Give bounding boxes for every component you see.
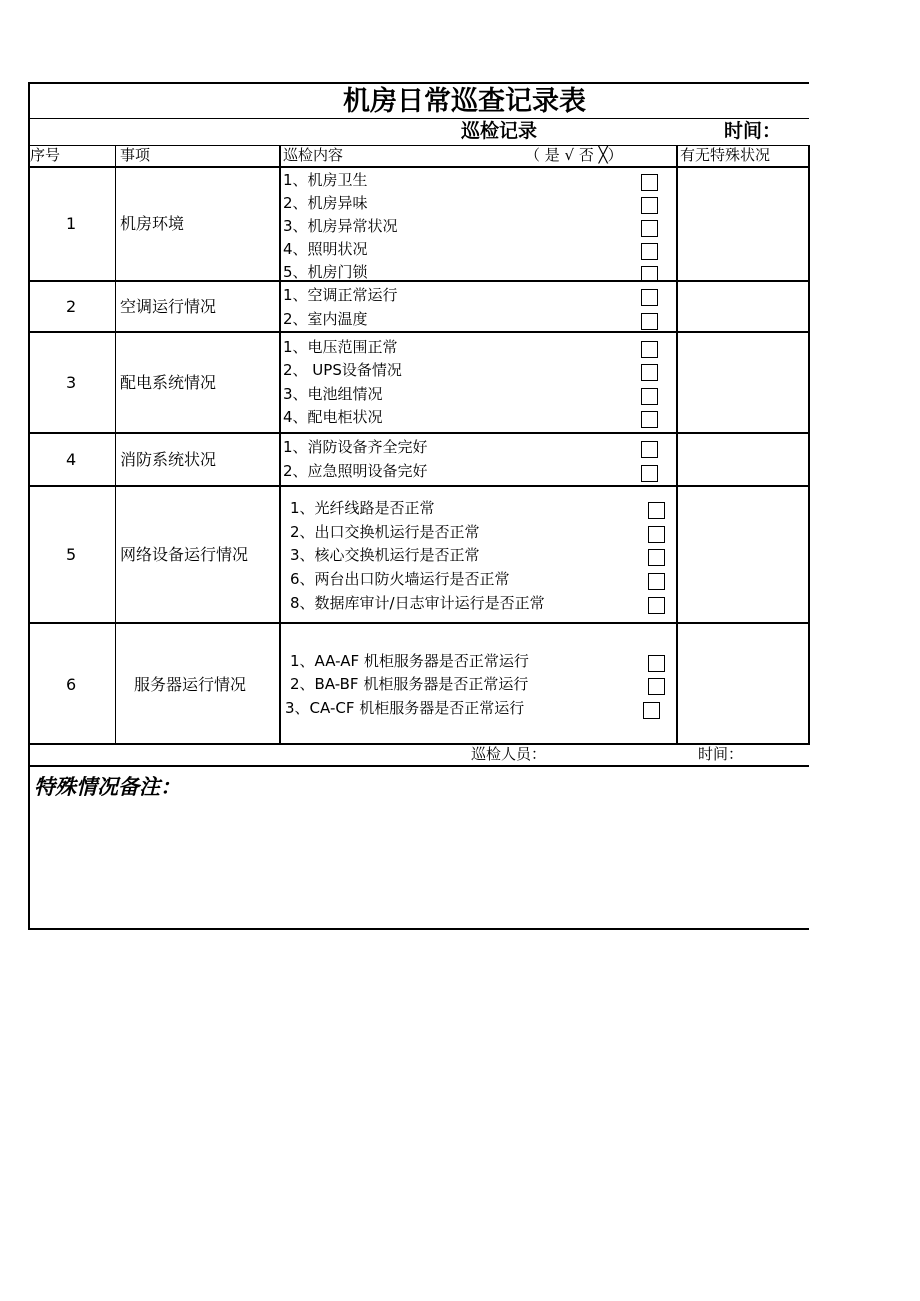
footer-time-label: 时间： — [698, 745, 744, 763]
check-item: 1、AA-AF 机柜服务器是否正常运行 — [290, 652, 529, 670]
check-item: 3、机房异常状况 — [283, 217, 398, 235]
checkbox[interactable] — [648, 678, 665, 695]
row-name: 网络设备运行情况 — [120, 545, 249, 564]
check-item: 2、BA-BF 机柜服务器是否正常运行 — [290, 675, 529, 693]
check-item: 2、 UPS设备情况 — [283, 361, 402, 379]
row-no: 5 — [66, 545, 77, 564]
checkbox[interactable] — [641, 341, 658, 358]
row-no: 1 — [66, 214, 77, 233]
col-header-no: 序号 — [30, 146, 61, 164]
row-divider-6 — [28, 743, 809, 745]
check-item: 1、消防设备齐全完好 — [283, 438, 428, 456]
checkbox[interactable] — [641, 266, 658, 280]
row-divider-2 — [28, 331, 809, 333]
check-item: 4、照明状况 — [283, 240, 368, 258]
row-divider-4 — [28, 485, 809, 487]
checkbox[interactable] — [641, 441, 658, 458]
row-name: 配电系统情况 — [120, 373, 217, 392]
check-item: 3、电池组情况 — [283, 385, 383, 403]
checkbox[interactable] — [641, 411, 658, 428]
checkbox[interactable] — [648, 573, 665, 590]
checkbox[interactable] — [641, 243, 658, 260]
page-title: 机房日常巡查记录表 — [343, 86, 586, 117]
checkbox[interactable] — [648, 655, 665, 672]
checkbox[interactable] — [641, 388, 658, 405]
row-no: 6 — [66, 675, 77, 694]
row-no: 2 — [66, 297, 77, 316]
checkbox[interactable] — [648, 502, 665, 519]
footer-divider — [28, 765, 809, 767]
checkbox[interactable] — [641, 220, 658, 237]
check-item: 3、CA-CF 机柜服务器是否正常运行 — [285, 699, 525, 717]
check-item: 5、机房门锁 — [283, 263, 368, 280]
check-item: 1、电压范围正常 — [283, 338, 398, 356]
header-divider — [28, 166, 809, 168]
col-divider-3 — [676, 145, 678, 745]
row-name: 空调运行情况 — [120, 297, 217, 316]
checkbox[interactable] — [643, 702, 660, 719]
check-item: 1、光纤线路是否正常 — [290, 499, 435, 517]
remark-label: 特殊情况备注： — [34, 774, 181, 799]
check-item: 8、数据库审计/日志审计运行是否正常 — [290, 594, 545, 612]
row-no: 3 — [66, 373, 77, 392]
check-item: 2、室内温度 — [283, 310, 368, 328]
col-header-special: 有无特殊状况 — [680, 146, 771, 164]
col-divider-1 — [115, 145, 116, 745]
row-name: 消防系统状况 — [120, 450, 217, 469]
bottom-border — [28, 928, 809, 930]
check-item: 2、机房异味 — [283, 194, 368, 212]
check-item: 3、核心交换机运行是否正常 — [290, 546, 480, 564]
check-item: 4、配电柜状况 — [283, 408, 383, 426]
check-item: 6、两台出口防火墙运行是否正常 — [290, 570, 510, 588]
row-divider-5 — [28, 622, 809, 624]
row-no: 4 — [66, 450, 77, 469]
checkbox[interactable] — [641, 174, 658, 191]
top-border — [28, 82, 809, 84]
check-item: 1、机房卫生 — [283, 171, 368, 189]
checkbox[interactable] — [641, 465, 658, 482]
row-divider-1 — [28, 280, 809, 282]
checkbox[interactable] — [648, 597, 665, 614]
checkbox[interactable] — [641, 197, 658, 214]
check-legend: （ 是 √ 否 ╳） — [525, 146, 623, 164]
row-name: 服务器运行情况 — [134, 675, 247, 694]
checkbox[interactable] — [648, 526, 665, 543]
col-divider-2 — [279, 145, 281, 745]
row-divider-3 — [28, 432, 809, 434]
title-divider — [28, 118, 809, 119]
checkbox[interactable] — [641, 313, 658, 330]
col-divider-4 — [808, 145, 810, 745]
check-item: 1、空调正常运行 — [283, 286, 398, 304]
col-header-item: 事项 — [120, 146, 151, 164]
checkbox[interactable] — [641, 289, 658, 306]
col-header-content: 巡检内容 — [283, 146, 344, 164]
check-item: 2、出口交换机运行是否正常 — [290, 523, 480, 541]
left-border — [28, 82, 30, 929]
time-header: 时间： — [724, 120, 782, 142]
inspector-label: 巡检人员： — [471, 745, 547, 763]
checkbox[interactable] — [641, 364, 658, 381]
row-name: 机房环境 — [120, 214, 185, 233]
checkbox[interactable] — [648, 549, 665, 566]
check-item: 2、应急照明设备完好 — [283, 462, 428, 480]
subtitle: 巡检记录 — [461, 120, 538, 142]
